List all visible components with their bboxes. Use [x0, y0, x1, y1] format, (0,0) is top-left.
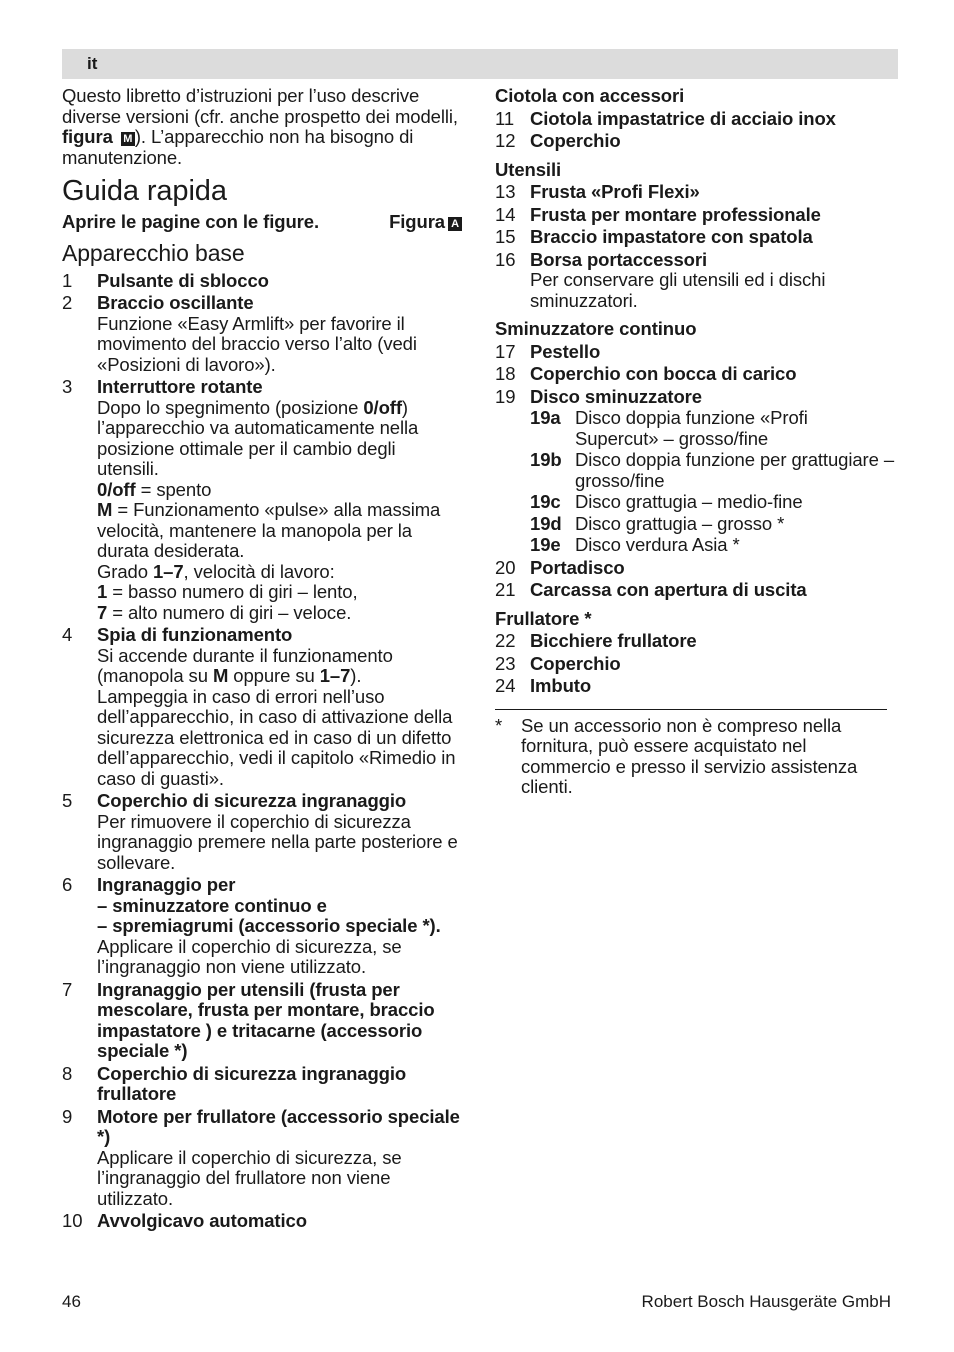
list-item: 11 Ciotola impastatrice di acciaio inox: [495, 107, 836, 129]
sub-item: 19b Disco doppia funzione per grattugiare – grosso/fine: [530, 449, 895, 491]
item-description: Applicare il coperchio di sicurezza, se l’ingranaggio non viene utilizzato.: [97, 935, 402, 977]
item-description: Dopo lo spegnimento (posizione 0/off) l’apparecchio va automaticamente nella posizione ottimale per il cambio degli utensili.: [97, 396, 419, 479]
list-item: 21 Carcassa con apertura di uscita: [495, 579, 807, 600]
item-description: Lampeggia in caso di errori nell’uso dell’apparecchio, in caso di attivazione della sicurezza elettronica ed in caso di un difetto dell’apparecchio, vedi il capitolo «Rimedio in caso di guasti».: [97, 685, 456, 789]
item-description: Per conservare gli utensili ed i dischi sminuzzatori.: [530, 269, 826, 311]
list-item: 24 Imbuto: [495, 675, 592, 696]
list-item: 4 Spia di funzionamento: [62, 624, 293, 645]
sub-item: 19d Disco grattugia – grosso *: [530, 512, 785, 534]
item-description: Per rimuovere il coperchio di sicurezza ingranaggio premere nella parte posteriore e sollevare.: [97, 810, 458, 873]
open-pages-text: Aprire le pagine con le figure.: [62, 211, 319, 232]
figure-m-icon: M: [121, 132, 135, 146]
list-item: 13 Frusta «Profi Flexi»: [495, 181, 700, 202]
list-item: 1 Pulsante di sblocco: [62, 269, 269, 291]
item-description: 0/off = spento: [97, 478, 212, 500]
list-item: 19 Disco sminuzzatore: [495, 385, 702, 407]
section-title-base: Apparecchio base: [62, 239, 245, 266]
right-column: [495, 86, 895, 798]
figure-label: Figura: [389, 211, 445, 232]
open-pages-row: [62, 212, 462, 233]
item-description: 1 = basso numero di giri – lento,: [97, 581, 358, 602]
sub-item: 19a Disco doppia funzione «Profi Supercut» – grosso/fine: [530, 407, 808, 449]
language-header-bar: [62, 49, 898, 79]
list-item: 10 Avvolgicavo automatico: [62, 1210, 307, 1231]
figure-a-icon: A: [448, 217, 462, 231]
list-item: 7 Ingranaggio per utensili (frusta per mescolare, frusta per montare, braccio impastatore ) e tritacarne (accessorio speciale *): [62, 978, 435, 1061]
list-item: 16 Borsa portaccessori: [495, 248, 708, 270]
list-item: 18 Coperchio con bocca di carico: [495, 363, 797, 384]
item-description: Applicare il coperchio di sicurezza, se l’ingranaggio del frullatore non viene utilizzato.: [97, 1146, 402, 1209]
list-item: 15 Braccio impastatore con spatola: [495, 226, 813, 247]
left-column: [62, 86, 462, 1232]
list-item: 9 Motore per frullatore (accessorio speciale *): [62, 1105, 460, 1147]
page-number: 46: [62, 1292, 81, 1311]
group-heading: Sminuzzatore continuo: [495, 318, 697, 339]
group-heading: Utensili: [495, 158, 562, 180]
item-description: M = Funzionamento «pulse» alla massima velocità, mantenere la manopola per la durata desiderata.: [97, 499, 441, 561]
sub-item: 19e Disco verdura Asia *: [530, 534, 740, 555]
sub-item: 19c Disco grattugia – medio-fine: [530, 491, 803, 512]
item-description: Si accende durante il funzionamento (manopola su M oppure su 1–7).: [97, 644, 393, 686]
group-heading: Frullatore *: [495, 607, 592, 629]
list-item: 20 Portadisco: [495, 556, 625, 578]
intro-text-1: Questo libretto d’istruzioni per l’uso descrive diverse versioni (cfr. anche prospetto dei modelli,: [62, 85, 458, 127]
figure-reference: [389, 212, 462, 233]
language-code: it: [87, 54, 98, 73]
intro-paragraph: [62, 86, 462, 168]
intro-figure-word: figura: [62, 126, 113, 147]
item-description: Grado 1–7, velocità di lavoro:: [97, 560, 335, 582]
list-item: 12 Coperchio: [495, 130, 621, 151]
list-item: 3 Interruttore rotante: [62, 376, 263, 397]
list-item: 14 Frusta per montare professionale: [495, 203, 821, 225]
intro-text-2: ). L’apparecchio non ha bisogno di manutenzione.: [62, 126, 414, 168]
publisher-name: Robert Bosch Hausgeräte GmbH: [641, 1292, 891, 1311]
page-title: Guida rapida: [62, 175, 227, 207]
item-description: 7 = alto numero di giri – veloce.: [97, 601, 352, 623]
list-item: 22 Bicchiere frullatore: [495, 630, 697, 651]
list-item: 5 Coperchio di sicurezza ingranaggio: [62, 790, 407, 811]
item-description: Funzione «Easy Armlift» per favorire il movimento del braccio verso l’alto (vedi «Posizioni di lavoro»).: [97, 312, 417, 375]
footnote-divider: [495, 709, 887, 710]
list-item: 17 Pestello: [495, 340, 601, 362]
list-item: 6 Ingranaggio per – sminuzzatore continuo e – spremiagrumi (accessorio speciale *).: [62, 874, 441, 936]
list-item: 8 Coperchio di sicurezza ingranaggio frullatore: [62, 1062, 407, 1104]
list-item: 23 Coperchio: [495, 652, 621, 674]
list-item: 2 Braccio oscillante: [62, 292, 254, 313]
footnote: * Se un accessorio non è compreso nella fornitura, può essere acquistato nel commercio e presso il servizio assistenza clienti.: [495, 714, 858, 797]
group-heading: Ciotola con accessori: [495, 85, 685, 106]
